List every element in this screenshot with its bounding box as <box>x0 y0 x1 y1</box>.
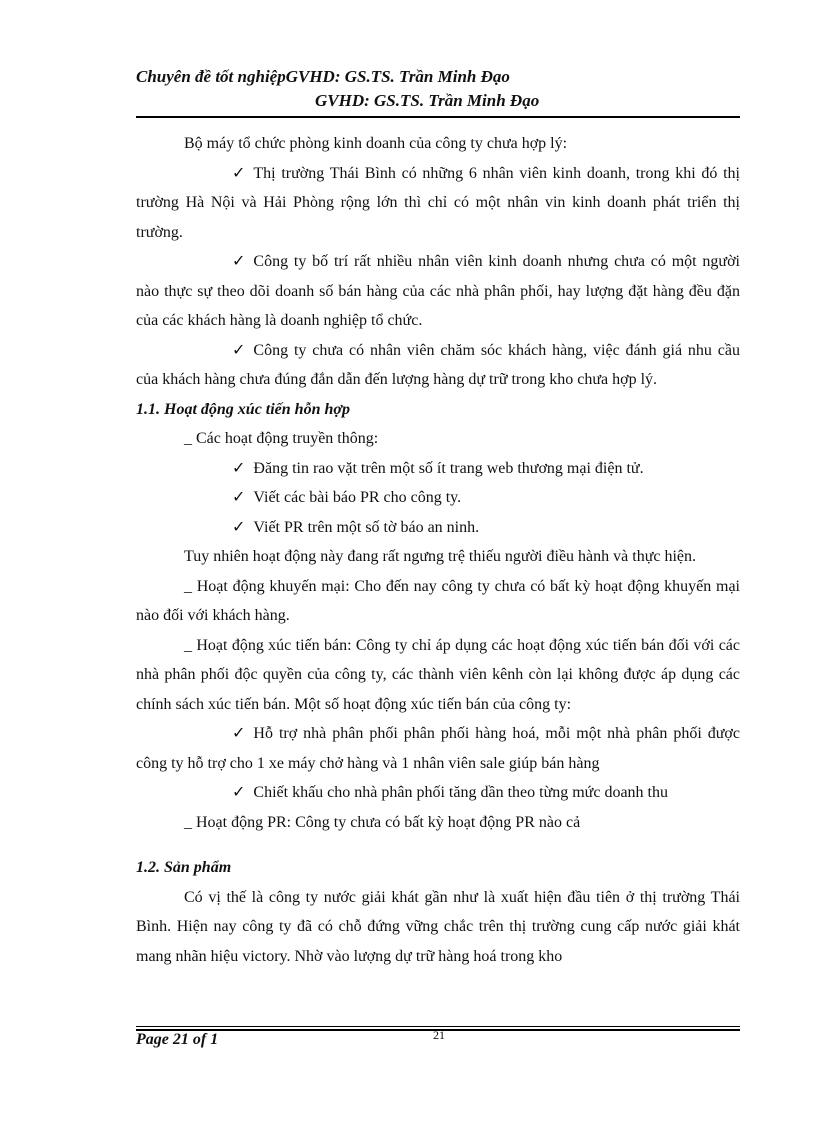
section-heading: 1.1. Hoạt động xúc tiến hỗn hợp <box>136 400 350 418</box>
header-title: Chuyên đề tốt nghiệpGVHD: GS.TS. Trần Minh Đạo <box>136 67 510 86</box>
checkmark-icon: ✓ <box>232 784 246 801</box>
paragraph: _ Hoạt động PR: Công ty chưa có bất kỳ hoạt động PR nào cả <box>184 813 581 831</box>
paragraph: _ Các hoạt động truyền thông: <box>184 430 379 447</box>
checklist-text: Công ty bố trí rất nhiều nhân viên kinh doanh nhưng chưa có một người nào thực sự theo dõi doanh số bán hàng của các nhà phân phối, hay lượng đặt hàng đều đặn của các khách hàng là doanh nghiệp tổ chức. <box>136 253 740 329</box>
checklist-text: Thị trường Thái Bình có những 6 nhân viên kinh doanh, trong khi đó thị trường Hà Nội và Hải Phòng rộng lớn thì chỉ có một nhân vin kinh doanh phát triển thị trường. <box>136 164 740 241</box>
header-supervisor: GVHD: GS.TS. Trần Minh Đạo <box>315 91 540 110</box>
checklist-item <box>136 513 740 543</box>
checklist-text: Viết PR trên một số tờ báo an ninh. <box>253 518 480 536</box>
footer-rule <box>136 1026 740 1027</box>
checkmark-icon: ✓ <box>232 518 246 536</box>
paragraph: _ Hoạt động khuyến mại: Cho đến nay công ty chưa có bất kỳ hoạt động khuyến mại nào đối với khách hàng. <box>136 577 740 624</box>
paragraph: Tuy nhiên hoạt động này đang rất ngưng trệ thiếu người điều hành và thực hiện. <box>184 548 697 565</box>
checkmark-icon: ✓ <box>232 725 246 742</box>
checklist-text: Chiết khấu cho nhà phân phối tăng dần theo từng mức doanh thu <box>253 784 668 801</box>
checklist-item <box>136 247 740 336</box>
checklist-item <box>136 483 740 513</box>
checklist-item <box>136 159 740 248</box>
spacer <box>136 837 740 853</box>
checklist-item <box>136 778 740 808</box>
checklist-item <box>136 336 740 395</box>
checklist-text: Viết các bài báo PR cho công ty. <box>253 489 462 506</box>
checklist-text: Công ty chưa có nhân viên chăm sóc khách hàng, việc đánh giá nhu cầu của khách hàng chưa đúng đắn dẫn đến lượng hàng dự trữ trong kho chưa hợp lý. <box>136 341 740 388</box>
section-heading: 1.2. Sản phẩm <box>136 859 232 876</box>
checkmark-icon: ✓ <box>232 164 246 182</box>
checklist-item <box>136 719 740 778</box>
checkmark-icon: ✓ <box>232 253 246 270</box>
checkmark-icon: ✓ <box>232 489 246 506</box>
footer-page-number: 21 <box>433 1028 445 1042</box>
paragraph: Có vị thế là công ty nước giải khát gần như là xuất hiện đầu tiên ở thị trường Thái Bình. Hiện nay công ty đã có chỗ đứng vững chắc trên thị trường cung cấp nước giải khát mang nhãn hiệu victory. Nhờ vào lượng dự trữ hàng hoá trong kho <box>136 888 740 965</box>
paragraph: Bộ máy tổ chức phòng kinh doanh của công ty chưa hợp lý: <box>184 135 568 152</box>
document-body <box>136 129 740 971</box>
checkmark-icon: ✓ <box>232 459 246 477</box>
paragraph: _ Hoạt động xúc tiến bán: Công ty chỉ áp dụng các hoạt động xúc tiến bán đối với các nhà phân phối độc quyền của công ty, các thành viên kênh còn lại không được áp dụng các chính sách xúc tiến bán. Một số hoạt động xúc tiến bán của công ty: <box>136 636 740 713</box>
header-rule <box>136 116 740 118</box>
checklist-text: Đăng tin rao vặt trên một số ít trang web thương mại điện tử. <box>253 459 644 477</box>
checklist-text: Hỗ trợ nhà phân phối phân phối hàng hoá, mỗi một nhà phân phối được công ty hỗ trợ cho 1 xe máy chở hàng và 1 nhân viên sale giúp bán hàng <box>136 725 740 772</box>
checklist-item <box>136 454 740 484</box>
checkmark-icon: ✓ <box>232 341 246 359</box>
footer-page-label: Page 21 of 1 <box>136 1031 219 1048</box>
